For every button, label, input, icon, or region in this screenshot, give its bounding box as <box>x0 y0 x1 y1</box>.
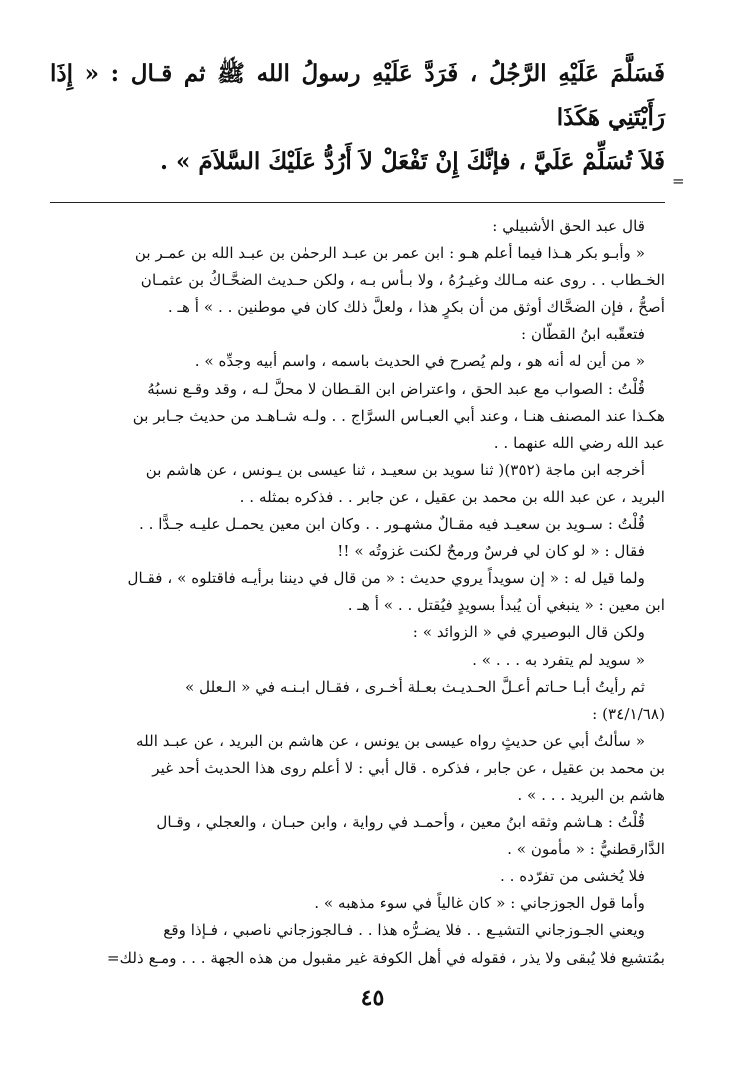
commentary-line: قُلْتُ : هـاشم وثقه ابنُ معين ، وأحمـد في رواية ، وابن حبـان ، والعجلي ، وقـال <box>156 813 645 832</box>
commentary-line: البريد ، عن عبد الله بن محمد بن عقيل ، عن جابر . . فذكره بمثله . . <box>239 487 665 506</box>
commentary-line: ويعني الجـوزجاني التشيـع . . فلا يضـرُّه هذا . . فـالجوزجاني ناصبي ، فـإذا وقع <box>163 921 645 940</box>
commentary-line: عبد الله رضي الله عنهما . . <box>493 433 665 452</box>
commentary-line: بمُتشيع فلا يُبقى ولا يذر ، فقوله في أهل الكوفة غير مقبول من هذه الجهة . . . ومـع ذلك= <box>106 948 665 967</box>
hadith-text <box>50 52 665 184</box>
commentary-line: قُلْتُ : الصواب مع عبد الحق ، واعتراض ابن القـطان لا محلَّ لـه ، وقد وقـع نسبُهُ <box>147 379 645 398</box>
commentary-line: أخرجه ابن ماجة (٣٥٢)( ثنا سويد بن سعيـد ، ثنا عيسى بن يـونس ، عن هاشم بن <box>145 460 645 479</box>
commentary-line: أصحُّ ، فإن الضحَّاك أوثق من أن بكرٍ هذا ، ولعلَّ ذلك كان في موطنين . . » أ هـ . <box>167 298 665 317</box>
commentary-line: ثم رأيتُ أبـا حـاتم أعـلَّ الحـديـث بعـلة أخـرى ، فقـال ابـنـه في « الـعلل » <box>184 677 645 696</box>
commentary-line: « سويد لم يتفرد به . . . » . <box>472 650 645 669</box>
commentary-line: ولما قيل له : « إن سويداً يروي حديث : « من قال في ديننا برأيـه فاقتلوه » ، فقـال <box>127 569 645 588</box>
commentary-line: ولكن قال البوصيري في « الزوائد » : <box>412 623 645 642</box>
page-number: ٤٥ <box>360 985 385 1011</box>
commentary-line: الدَّارقطنيُّ : « مأمون » . <box>507 840 665 859</box>
commentary-line: قُلْتُ : سـويد بن سعيـد فيه مقـالٌ مشهـور . . وكان ابن معين يحمـل عليـه جـدًّا . . <box>138 515 645 534</box>
commentary-line: ابن معين : « ينبغي أن يُبدأ بسويدٍ فيُقتل . . » أ هـ . <box>347 596 665 615</box>
footnote-separator <box>50 202 665 203</box>
commentary-line: « سألتُ أبي عن حديثٍ رواه عيسى بن يونس ، عن هاشم بن البريد ، عن عبـد الله <box>135 731 645 750</box>
commentary-block <box>50 213 665 972</box>
commentary-line: فتعقّبه ابنُ القطّان : <box>521 325 645 344</box>
commentary-line: وأما قول الجوزجاني : « كان غالياً في سوء مذهبه » . <box>314 894 645 913</box>
hadith-line: فَلاَ تُسَلِّمْ عَلَيَّ ، فإنَّكَ إِنْ تَفْعَلْ لاَ أَرُدُّ عَلَيْكَ السَّلاَمَ » . <box>160 148 665 175</box>
commentary-line: هاشم بن البريد . . . » . <box>517 785 665 804</box>
hadith-line: فَسَلَّمَ عَلَيْهِ الرَّجُلُ ، فَرَدَّ عَلَيْهِ رسولُ الله ﷺ ثم قـال : « إِذَا رَأَيْتَنِي هَكَذَا <box>50 60 665 131</box>
continuation-mark: = <box>672 172 685 190</box>
commentary-line: بن محمد بن عقيل ، عن جابر ، فذكره . قال أبي : لا أعلم روى هذا الحديث أحد غير <box>152 758 665 777</box>
commentary-line: فقال : « لو كان لي فرسٌ ورمحٌ لكنت غزوتُه » !! <box>337 542 645 561</box>
commentary-line: « من أين له أنه هو ، ولم يُصرح في الحديث باسمه ، واسم أبيه وجدِّه » . <box>194 352 645 371</box>
commentary-line: « وأبـو بكر هـذا فيما أعلم هـو : ابن عمر بن عبـد الرحمٰن بن عبـد الله بن عمـر بن <box>134 244 645 263</box>
commentary-line: فلا يُخشى من تفرّده . . <box>499 867 645 886</box>
commentary-line: هكـذا عند المصنف هنـا ، وعند أبي العبـاس السرَّاج . . ولـه شـاهـد من حديث جـابر بن <box>132 406 665 425</box>
commentary-line: (٣٤/١/٦٨) : <box>592 704 665 723</box>
commentary-line: قال عبد الحق الأشبيلي : <box>492 217 645 235</box>
commentary-line: الخـطاب . . روى عنه مـالك وغيـرُهُ ، ولا بـأس بـه ، ولكن حـديث الضحَّـاكُ بن عثمـان <box>140 271 665 290</box>
